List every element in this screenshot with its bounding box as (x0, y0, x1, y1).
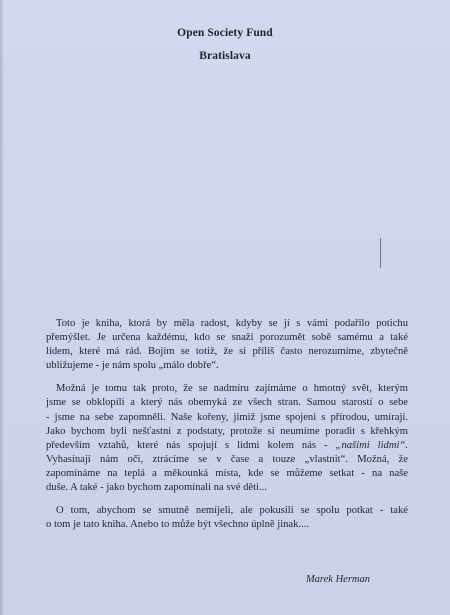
text-line-with-italic (46, 439, 408, 453)
text-line: o tom je tato kniha. Anebo to může být všechno úplně jinak.... (46, 519, 310, 531)
text-line: - jsme na sebe zapomněli. Naše kořeny, jimiž jsme spojeni s přírodou, umírají. (46, 411, 408, 423)
text-line: lidem, které má rád. Bojím se totiž, že si příliš často nerozumíme, zbytečně (46, 346, 408, 358)
text-line: O tom, abychom se smutně nemíjeli, ale pokusili se spolu potkat - také (56, 505, 408, 517)
paragraph-3 (46, 504, 408, 532)
text-line: ubližujeme - je nám spolu „málo dobře“. (46, 360, 219, 372)
paragraph-1 (46, 317, 408, 373)
city-name: Bratislava (199, 50, 251, 62)
text-line: Toto je kniha, ktorá by měla radost, kdyby se jí s vámi podařilo potichu (56, 318, 408, 329)
text-line: Jako bychom byli nešťastní z podstaty, protože si neumíme poradit s křehkým (46, 425, 408, 437)
page-edge-shadow (0, 0, 4, 615)
text-line: přemýšlet. Je určena každému, kdo se snaží porozumět sobě samému a také (46, 332, 408, 344)
paragraph-2 (46, 382, 408, 495)
text-line: duše. A také - jako bychom zapomínali na své děti... (46, 482, 267, 494)
author-signature: Marek Herman (305, 574, 370, 585)
paper-crease-mark (380, 238, 381, 268)
text-segment: především vztahů, které nás spojují s lidmi kolem nás - (46, 439, 336, 451)
body-text (46, 317, 408, 541)
text-line: Vyhasínají nám oči, ztrácíme se v čase a touze „vlastnit“. Možná, že (46, 453, 408, 465)
italic-phrase: „našimi lidmi“. (335, 439, 408, 451)
text-line: jsme se obklopili a který nás obemyká ze všech stran. Samou starostí o sebe (46, 397, 408, 409)
text-line: zapomínáme na teplá a měkounká místa, kde se můžeme setkat - na naše (46, 467, 408, 479)
text-line: Možná je tomu tak proto, že se nadmíru zajímáme o hmotný svět, kterým (56, 383, 408, 395)
organization-name: Open Society Fund (177, 27, 273, 39)
